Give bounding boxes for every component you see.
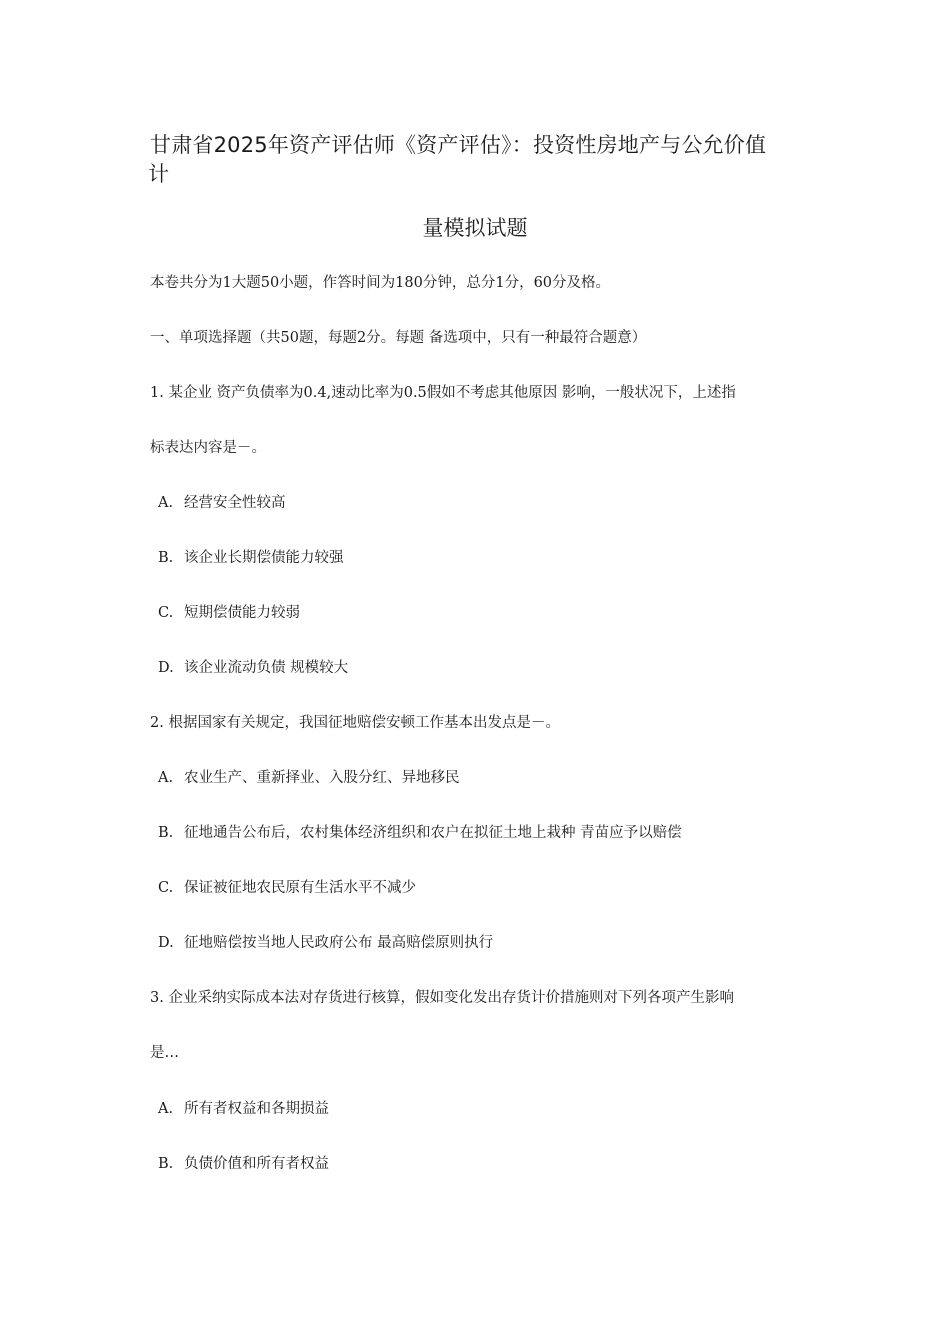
option-text: 短期偿债能力较弱 bbox=[184, 605, 300, 621]
question-3-option-a bbox=[158, 1097, 329, 1118]
option-text: 该企业流动负债 规模较大 bbox=[184, 660, 349, 676]
question-3-stem-line-2: 是… bbox=[150, 1045, 179, 1061]
question-3-option-b bbox=[158, 1152, 329, 1173]
option-letter: B. bbox=[158, 1156, 174, 1172]
option-text: 保证被征地农民原有生活水平不减少 bbox=[184, 880, 416, 896]
option-letter: A. bbox=[158, 1101, 174, 1117]
document-title-line-3: 量模拟试题 bbox=[422, 216, 528, 240]
option-text: 农业生产、重新择业、入股分红、异地移民 bbox=[184, 770, 460, 786]
option-text: 所有者权益和各期损益 bbox=[184, 1101, 329, 1117]
option-letter: B. bbox=[158, 550, 174, 566]
option-letter: A. bbox=[158, 770, 174, 786]
option-letter: A. bbox=[158, 495, 174, 511]
question-1-stem-line-2: 标表达内容是－。 bbox=[150, 440, 266, 456]
question-3-stem-line-1: 3. 企业采纳实际成本法对存货进行核算，假如变化发出存货计价措施则对下列各项产生影响 bbox=[150, 990, 734, 1006]
question-1-option-c bbox=[158, 601, 300, 622]
question-1-option-d bbox=[158, 656, 348, 677]
question-2-stem-line-1: 2. 根据国家有关规定，我国征地赔偿安顿工作基本出发点是－。 bbox=[150, 715, 560, 731]
exam-intro: 本卷共分为1大题50小题，作答时间为180分钟，总分1分，60分及格。 bbox=[150, 275, 611, 291]
option-letter: B. bbox=[158, 825, 174, 841]
option-letter: C. bbox=[158, 880, 174, 896]
option-text: 征地通告公布后，农村集体经济组织和农户在拟征土地上栽种 青苗应予以赔偿 bbox=[184, 825, 682, 841]
question-1-option-a bbox=[158, 491, 286, 512]
option-letter: D. bbox=[158, 935, 174, 951]
question-2-option-b bbox=[158, 821, 682, 842]
document-title-line-2: 计 bbox=[148, 162, 169, 186]
option-letter: D. bbox=[158, 660, 174, 676]
question-1-stem-line-1: 1. 某企业 资产负债率为0.4,速动比率为0.5假如不考虑其他原因 影响，一般状况下，上述指 bbox=[150, 385, 736, 401]
question-2-option-c bbox=[158, 876, 416, 897]
option-text: 征地赔偿按当地人民政府公布 最高赔偿原则执行 bbox=[184, 935, 494, 951]
option-text: 该企业长期偿债能力较强 bbox=[184, 550, 344, 566]
option-text: 负债价值和所有者权益 bbox=[184, 1156, 329, 1172]
question-1-option-b bbox=[158, 546, 344, 567]
document-title-line-1: 甘肃省2025年资产评估师《资产评估》：投资性房地产与公允价值 bbox=[150, 133, 767, 157]
option-text: 经营安全性较高 bbox=[184, 495, 286, 511]
option-letter: C. bbox=[158, 605, 174, 621]
question-2-option-a bbox=[158, 766, 460, 787]
section-heading: 一、单项选择题（共50题，每题2分。每题 备选项中，只有一种最符合题意） bbox=[150, 330, 647, 346]
question-2-option-d bbox=[158, 931, 493, 952]
